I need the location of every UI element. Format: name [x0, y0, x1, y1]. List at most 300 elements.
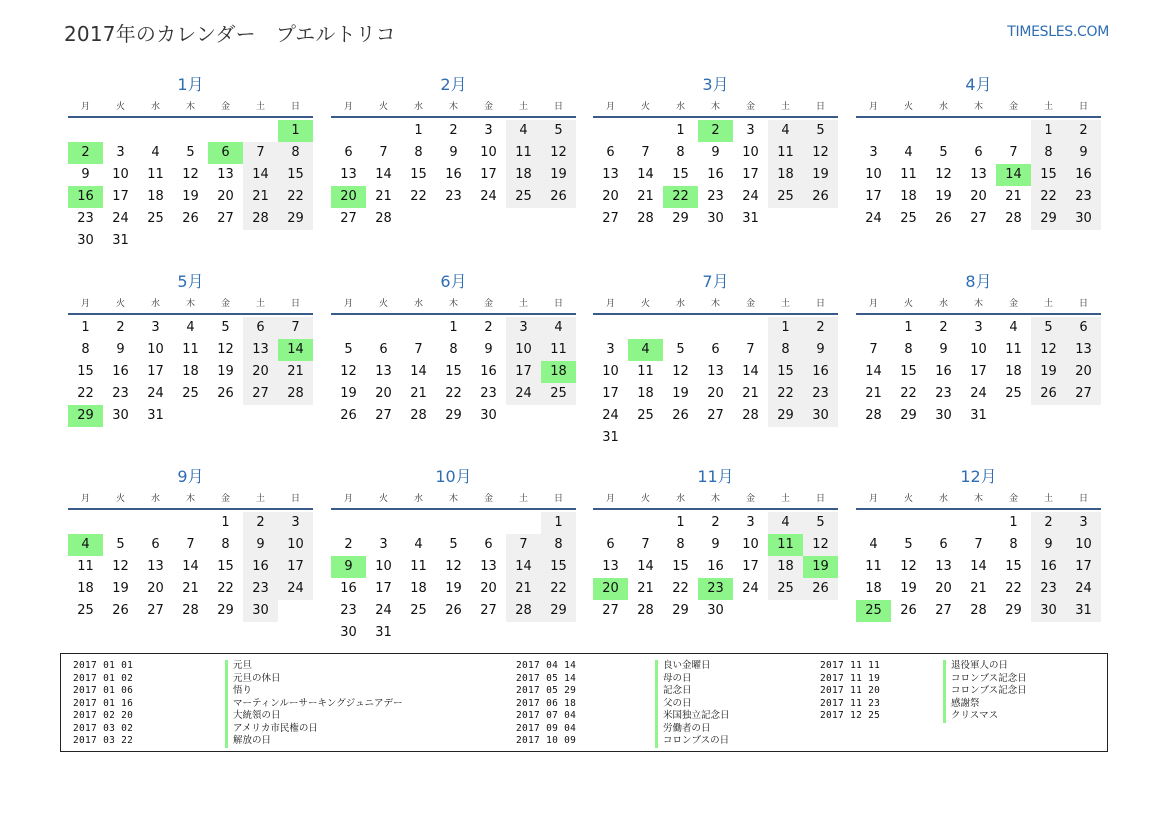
week-row — [331, 556, 576, 578]
day-cell: 17 — [602, 386, 619, 401]
empty-cell — [541, 405, 576, 427]
day-cell: 26 — [935, 211, 952, 226]
day-cell: 11 — [900, 167, 917, 182]
day-cell: 8 — [278, 142, 313, 164]
holiday-day-cell: 19 — [803, 556, 838, 578]
weekday-label: 火 — [115, 102, 125, 112]
empty-cell — [401, 512, 436, 534]
day-cell: 3 — [278, 512, 313, 534]
empty-cell — [733, 427, 768, 449]
site-link[interactable]: TIMESLES.COM — [1007, 24, 1109, 40]
holiday-name: 悟り — [225, 685, 252, 698]
day-cell: 13 — [217, 167, 234, 182]
empty-cell — [856, 120, 891, 142]
holiday-day-cell: 2 — [698, 120, 733, 142]
weekday-label: 月 — [605, 299, 615, 309]
day-cell: 8 — [414, 145, 423, 160]
holiday-day-cell: 16 — [68, 186, 103, 208]
weekday-label: 水 — [675, 102, 685, 112]
weekday-label: 木 — [448, 299, 458, 309]
day-cell: 21 — [243, 186, 278, 208]
day-cell: 12 — [445, 559, 462, 574]
weekday-label: 金 — [745, 299, 755, 309]
weekday-label: 土 — [780, 299, 790, 309]
weekday-label: 木 — [973, 102, 983, 112]
day-cell: 1 — [768, 317, 803, 339]
holiday-date: 2017 11 19 — [820, 672, 881, 684]
empty-cell — [961, 120, 996, 142]
day-cell: 16 — [1066, 164, 1101, 186]
holiday-name: 父の日 — [655, 698, 692, 711]
week-row — [856, 120, 1101, 142]
weekday-label: 日 — [553, 494, 563, 504]
month-calendar — [331, 271, 576, 427]
weekday-label: 金 — [483, 299, 493, 309]
empty-cell — [401, 622, 436, 644]
day-cell: 24 — [112, 211, 129, 226]
weekday-label: 水 — [938, 299, 948, 309]
weekday-label: 金 — [483, 102, 493, 112]
day-cell: 16 — [707, 559, 724, 574]
empty-cell — [541, 208, 576, 230]
day-cell: 2 — [803, 317, 838, 339]
day-cell: 26 — [112, 603, 129, 618]
weekday-label: 日 — [290, 299, 300, 309]
weekday-label: 日 — [815, 299, 825, 309]
day-cell: 11 — [768, 142, 803, 164]
day-cell: 30 — [77, 233, 94, 248]
day-cell: 12 — [803, 534, 838, 556]
empty-cell — [541, 622, 576, 644]
week-row — [331, 339, 576, 361]
day-cell: 17 — [375, 581, 392, 596]
day-cell: 27 — [340, 211, 357, 226]
holiday-date: 2017 06 18 — [516, 697, 577, 709]
weekday-header — [331, 490, 576, 510]
month-calendar — [593, 271, 838, 449]
day-cell: 4 — [869, 537, 878, 552]
day-cell: 30 — [340, 625, 357, 640]
day-cell: 5 — [676, 342, 685, 357]
day-cell: 1 — [1031, 120, 1066, 142]
weekday-label: 日 — [290, 102, 300, 112]
day-cell: 20 — [602, 189, 619, 204]
weekday-label: 日 — [1078, 102, 1088, 112]
empty-cell — [243, 120, 278, 142]
week-row — [856, 383, 1101, 405]
day-cell: 17 — [742, 167, 759, 182]
day-cell: 29 — [1031, 208, 1066, 230]
day-cell: 18 — [900, 189, 917, 204]
day-cell: 25 — [768, 186, 803, 208]
day-cell: 30 — [1066, 208, 1101, 230]
holiday-date: 2017 11 23 — [820, 697, 881, 709]
day-cell: 5 — [541, 120, 576, 142]
holiday-name: 大統領の日 — [225, 710, 281, 723]
day-cell: 4 — [414, 537, 423, 552]
week-row — [68, 512, 313, 534]
weekday-label: 水 — [413, 299, 423, 309]
holiday-day-cell: 4 — [68, 534, 103, 556]
day-cell: 31 — [742, 211, 759, 226]
day-cell: 27 — [602, 603, 619, 618]
weekday-label: 木 — [973, 494, 983, 504]
day-cell: 29 — [672, 211, 689, 226]
empty-cell — [803, 600, 838, 622]
day-cell: 1 — [221, 515, 230, 530]
week-row — [593, 186, 838, 208]
month-calendar — [68, 466, 313, 622]
day-cell: 24 — [147, 386, 164, 401]
day-cell: 3 — [506, 317, 541, 339]
weekday-label: 日 — [553, 299, 563, 309]
day-cell: 14 — [637, 559, 654, 574]
day-cell: 4 — [1009, 320, 1018, 335]
day-cell: 24 — [602, 408, 619, 423]
day-cell: 8 — [449, 342, 458, 357]
holiday-day-cell: 14 — [278, 339, 313, 361]
holiday-name: コロンブスの日 — [655, 735, 729, 748]
day-cell: 7 — [278, 317, 313, 339]
weekday-label: 木 — [185, 102, 195, 112]
day-cell: 1 — [81, 320, 90, 335]
week-row — [331, 142, 576, 164]
day-cell: 22 — [77, 386, 94, 401]
day-cell: 22 — [445, 386, 462, 401]
day-cell: 13 — [602, 559, 619, 574]
day-cell: 2 — [711, 515, 720, 530]
month-title: 7月 — [702, 272, 729, 291]
day-cell: 19 — [217, 364, 234, 379]
weekday-header — [331, 295, 576, 315]
holiday-name: 退役軍人の日 — [943, 660, 1008, 673]
day-cell: 19 — [340, 386, 357, 401]
holiday-name: 感謝祭 — [943, 698, 980, 711]
weekday-label: 金 — [745, 494, 755, 504]
weekday-label: 金 — [1008, 494, 1018, 504]
day-cell: 11 — [637, 364, 654, 379]
day-cell: 3 — [746, 515, 755, 530]
day-cell: 9 — [711, 145, 720, 160]
day-cell: 24 — [278, 578, 313, 600]
day-cell: 5 — [186, 145, 195, 160]
weekday-header — [68, 98, 313, 118]
weekday-label: 水 — [413, 102, 423, 112]
week-row — [593, 120, 838, 142]
holiday-name: コロンブス記念日 — [943, 673, 1027, 686]
empty-cell — [926, 120, 961, 142]
day-cell: 2 — [116, 320, 125, 335]
day-cell: 25 — [768, 578, 803, 600]
day-cell: 30 — [112, 408, 129, 423]
day-cell: 27 — [1066, 383, 1101, 405]
day-cell: 27 — [970, 211, 987, 226]
weekday-label: 木 — [448, 494, 458, 504]
day-cell: 6 — [711, 342, 720, 357]
empty-cell — [243, 230, 278, 252]
day-cell: 28 — [182, 603, 199, 618]
holiday-date: 2017 01 02 — [73, 672, 134, 684]
weekday-label: 金 — [483, 494, 493, 504]
day-cell: 2 — [484, 320, 493, 335]
day-cell: 11 — [410, 559, 427, 574]
empty-cell — [663, 317, 698, 339]
week-row — [68, 578, 313, 600]
day-cell: 23 — [445, 189, 462, 204]
day-cell: 2 — [939, 320, 948, 335]
empty-cell — [331, 317, 366, 339]
day-cell: 23 — [480, 386, 497, 401]
day-cell: 15 — [768, 361, 803, 383]
weekday-label: 火 — [378, 494, 388, 504]
empty-cell — [208, 230, 243, 252]
day-cell: 27 — [480, 603, 497, 618]
day-cell: 30 — [1031, 600, 1066, 622]
day-cell: 29 — [278, 208, 313, 230]
holiday-date: 2017 02 20 — [73, 710, 134, 721]
week-row — [593, 142, 838, 164]
day-cell: 18 — [768, 164, 803, 186]
day-cell: 4 — [541, 317, 576, 339]
weekday-label: 土 — [780, 102, 790, 112]
weekday-label: 木 — [710, 494, 720, 504]
day-cell: 9 — [1031, 534, 1066, 556]
week-row — [856, 208, 1101, 230]
week-row — [331, 578, 576, 600]
month-title: 12月 — [960, 467, 997, 486]
holiday-date: 2017 05 14 — [516, 672, 577, 684]
day-cell: 1 — [676, 123, 685, 138]
day-cell: 26 — [803, 186, 838, 208]
empty-cell — [103, 120, 138, 142]
day-cell: 25 — [182, 386, 199, 401]
day-cell: 1 — [1009, 515, 1018, 530]
day-cell: 20 — [1066, 361, 1101, 383]
day-cell: 20 — [147, 581, 164, 596]
empty-cell — [506, 512, 541, 534]
day-cell: 10 — [970, 342, 987, 357]
day-cell: 27 — [147, 603, 164, 618]
day-cell: 28 — [1005, 211, 1022, 226]
day-cell: 24 — [480, 189, 497, 204]
empty-cell — [138, 120, 173, 142]
day-cell: 8 — [1009, 537, 1018, 552]
holiday-name: 元旦の休日 — [225, 673, 281, 686]
day-cell: 26 — [182, 211, 199, 226]
empty-cell — [243, 405, 278, 427]
empty-cell — [173, 230, 208, 252]
weekday-header — [593, 295, 838, 315]
day-cell: 12 — [112, 559, 129, 574]
holiday-day-cell: 6 — [208, 142, 243, 164]
empty-cell — [173, 512, 208, 534]
day-cell: 22 — [1031, 186, 1066, 208]
day-cell: 15 — [541, 556, 576, 578]
day-cell: 20 — [970, 189, 987, 204]
holiday-date: 2017 03 22 — [73, 735, 134, 746]
month-title: 11月 — [697, 467, 734, 486]
day-cell: 7 — [641, 537, 650, 552]
day-cell: 2 — [1066, 120, 1101, 142]
empty-cell — [733, 317, 768, 339]
weekday-header — [68, 490, 313, 510]
day-cell: 9 — [484, 342, 493, 357]
day-cell: 9 — [116, 342, 125, 357]
day-cell: 10 — [742, 537, 759, 552]
day-cell: 18 — [1005, 364, 1022, 379]
empty-cell — [506, 622, 541, 644]
week-row — [856, 600, 1101, 622]
day-cell: 19 — [672, 386, 689, 401]
day-cell: 16 — [445, 167, 462, 182]
day-cell: 10 — [602, 364, 619, 379]
day-cell: 13 — [707, 364, 724, 379]
day-cell: 6 — [939, 537, 948, 552]
day-cell: 26 — [803, 578, 838, 600]
day-cell: 10 — [112, 167, 129, 182]
month-calendar — [68, 271, 313, 427]
day-cell: 29 — [217, 603, 234, 618]
holiday-date: 2017 04 14 — [516, 660, 577, 671]
day-cell: 22 — [900, 386, 917, 401]
weekday-label: 土 — [518, 494, 528, 504]
day-cell: 26 — [445, 603, 462, 618]
day-cell: 17 — [147, 364, 164, 379]
day-cell: 24 — [1066, 578, 1101, 600]
day-cell: 3 — [606, 342, 615, 357]
day-cell: 15 — [278, 164, 313, 186]
week-row — [68, 405, 313, 427]
empty-cell — [593, 120, 628, 142]
day-cell: 14 — [506, 556, 541, 578]
empty-cell — [138, 230, 173, 252]
day-cell: 16 — [340, 581, 357, 596]
empty-cell — [663, 427, 698, 449]
day-cell: 11 — [865, 559, 882, 574]
day-cell: 7 — [506, 534, 541, 556]
day-cell: 30 — [707, 211, 724, 226]
weekday-label: 水 — [675, 299, 685, 309]
week-row — [331, 361, 576, 383]
day-cell: 22 — [1005, 581, 1022, 596]
day-cell: 26 — [900, 603, 917, 618]
day-cell: 20 — [375, 386, 392, 401]
day-cell: 19 — [935, 189, 952, 204]
page-title: 2017年のカレンダー プエルトリコ — [64, 22, 396, 46]
day-cell: 8 — [676, 145, 685, 160]
day-cell: 2 — [243, 512, 278, 534]
day-cell: 15 — [445, 364, 462, 379]
day-cell: 14 — [970, 559, 987, 574]
holiday-name: 記念日 — [655, 685, 692, 698]
day-cell: 15 — [217, 559, 234, 574]
day-cell: 12 — [935, 167, 952, 182]
week-row — [331, 317, 576, 339]
day-cell: 22 — [541, 578, 576, 600]
day-cell: 8 — [81, 342, 90, 357]
week-row — [68, 339, 313, 361]
month-title: 10月 — [435, 467, 472, 486]
day-cell: 27 — [935, 603, 952, 618]
week-row — [856, 361, 1101, 383]
day-cell: 6 — [243, 317, 278, 339]
holiday-day-cell: 20 — [593, 578, 628, 600]
day-cell: 4 — [904, 145, 913, 160]
empty-cell — [68, 512, 103, 534]
holiday-day-cell: 18 — [541, 361, 576, 383]
weekday-header — [856, 490, 1101, 510]
day-cell: 25 — [410, 603, 427, 618]
day-cell: 9 — [81, 167, 90, 182]
week-row — [331, 405, 576, 427]
day-cell: 28 — [742, 408, 759, 423]
empty-cell — [471, 622, 506, 644]
weekday-label: 土 — [1043, 102, 1053, 112]
day-cell: 10 — [742, 145, 759, 160]
day-cell: 26 — [541, 186, 576, 208]
day-cell: 22 — [278, 186, 313, 208]
day-cell: 30 — [707, 603, 724, 618]
day-cell: 19 — [803, 164, 838, 186]
empty-cell — [366, 317, 401, 339]
day-cell: 11 — [506, 142, 541, 164]
week-row — [331, 383, 576, 405]
day-cell: 19 — [112, 581, 129, 596]
weekday-label: 木 — [710, 102, 720, 112]
empty-cell — [593, 512, 628, 534]
day-cell: 4 — [768, 120, 803, 142]
week-row — [593, 317, 838, 339]
day-cell: 14 — [410, 364, 427, 379]
day-cell: 13 — [147, 559, 164, 574]
day-cell: 10 — [278, 534, 313, 556]
day-cell: 22 — [672, 581, 689, 596]
day-cell: 7 — [1009, 145, 1018, 160]
day-cell: 25 — [506, 186, 541, 208]
day-cell: 16 — [935, 364, 952, 379]
day-cell: 3 — [869, 145, 878, 160]
day-cell: 15 — [410, 167, 427, 182]
empty-cell — [278, 230, 313, 252]
day-cell: 23 — [340, 603, 357, 618]
day-cell: 17 — [506, 361, 541, 383]
day-cell: 21 — [637, 189, 654, 204]
day-cell: 29 — [672, 603, 689, 618]
day-cell: 12 — [541, 142, 576, 164]
day-cell: 22 — [768, 383, 803, 405]
day-cell: 25 — [637, 408, 654, 423]
day-cell: 31 — [375, 625, 392, 640]
empty-cell — [856, 512, 891, 534]
day-cell: 16 — [803, 361, 838, 383]
day-cell: 19 — [182, 189, 199, 204]
day-cell: 1 — [541, 512, 576, 534]
day-cell: 25 — [900, 211, 917, 226]
empty-cell — [628, 512, 663, 534]
month-title: 9月 — [177, 467, 204, 486]
day-cell: 3 — [1066, 512, 1101, 534]
day-cell: 16 — [112, 364, 129, 379]
day-cell: 2 — [344, 537, 353, 552]
holiday-name: マーティンルーサーキングジュニアデー — [225, 698, 403, 711]
week-row — [593, 361, 838, 383]
day-cell: 31 — [112, 233, 129, 248]
day-cell: 6 — [379, 342, 388, 357]
day-cell: 28 — [637, 603, 654, 618]
month-calendar — [331, 74, 576, 230]
weekday-header — [856, 295, 1101, 315]
holiday-day-cell: 14 — [996, 164, 1031, 186]
